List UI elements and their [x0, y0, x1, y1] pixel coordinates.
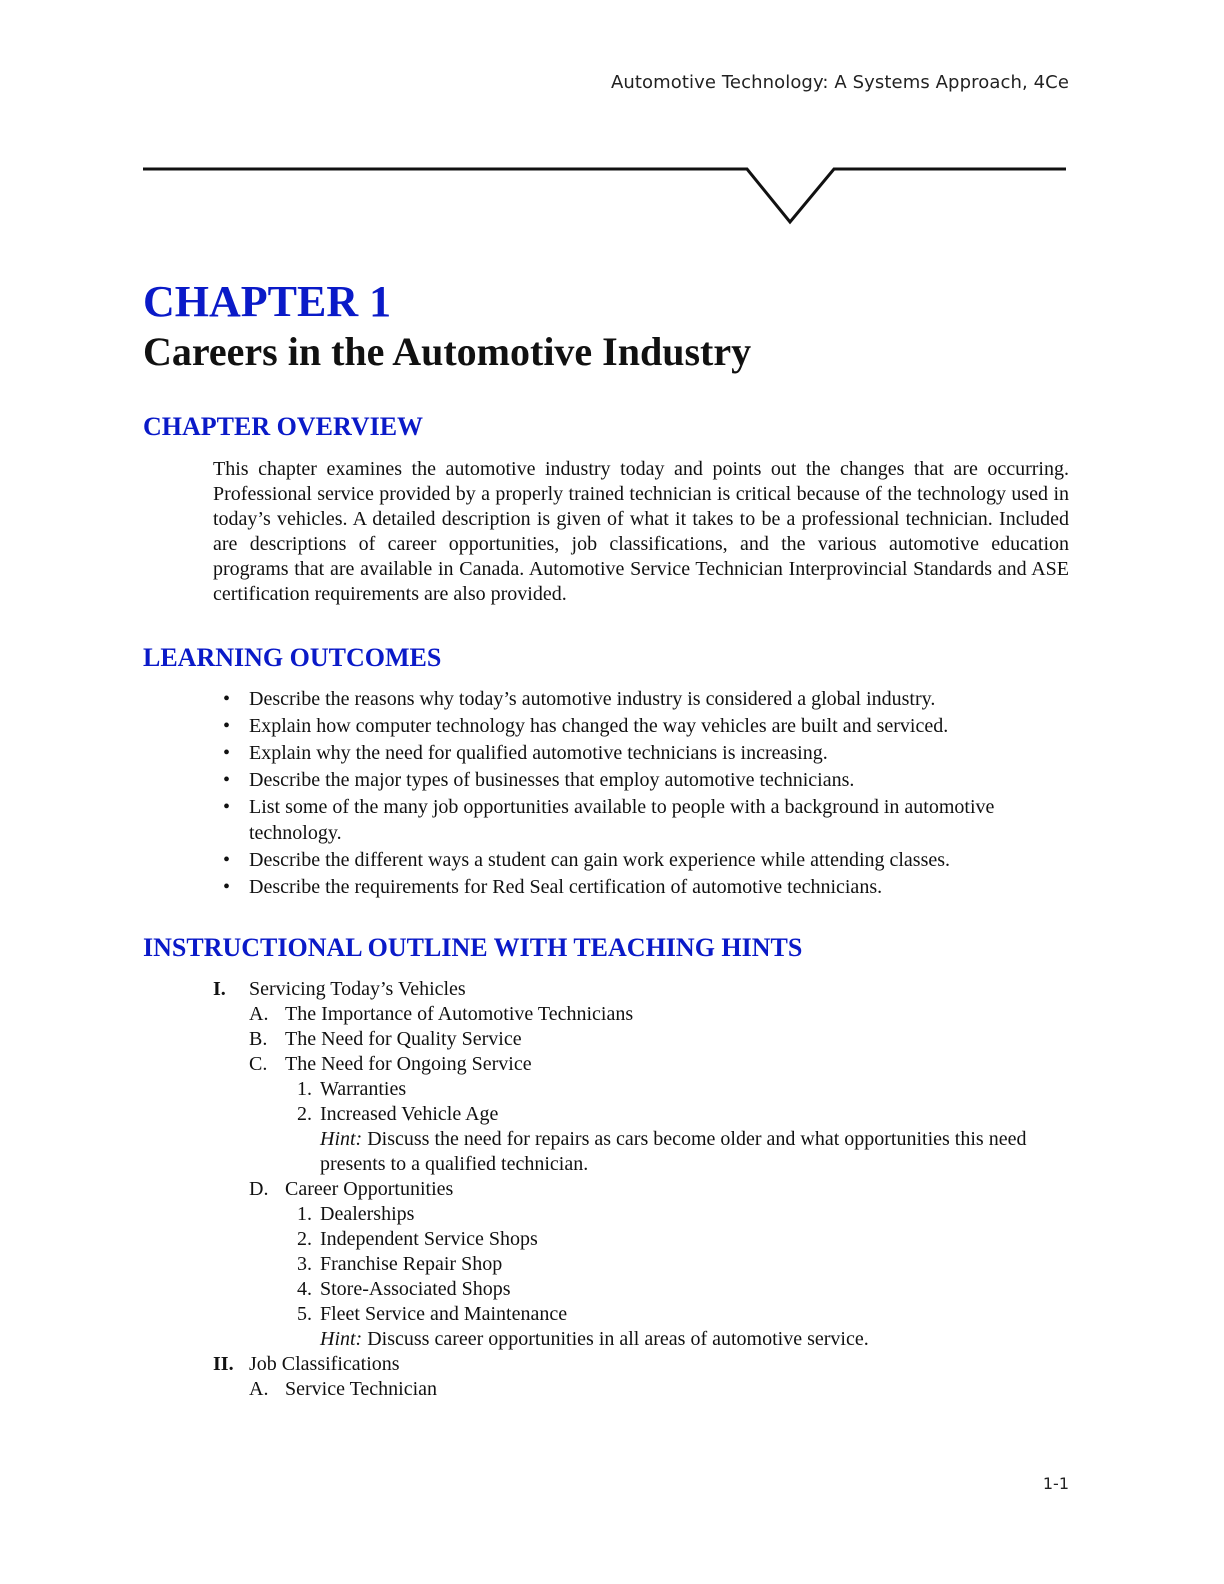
- outline-item-i-d: [213, 1177, 1073, 1202]
- outline-text: Dealerships: [320, 1203, 415, 1225]
- outline-item-i-a: [213, 1002, 1073, 1027]
- outline-marker: C.: [249, 1053, 268, 1075]
- outcome-text: Describe the major types of businesses that employ automotive technicians.: [249, 769, 855, 791]
- outline-item-i-c: [213, 1052, 1073, 1077]
- outline-text: The Need for Quality Service: [285, 1028, 522, 1050]
- outline-text: Independent Service Shops: [320, 1228, 538, 1250]
- outcome-text: Explain why the need for qualified automotive technicians is increasing.: [249, 742, 828, 764]
- outcome-text: Describe the requirements for Red Seal certification of automotive technicians.: [249, 875, 883, 898]
- hint-text: Discuss the need for repairs as cars become older and what opportunities this need presents to a qualified technician.: [320, 1128, 1027, 1175]
- outline-marker: II.: [213, 1353, 234, 1375]
- list-item: [213, 714, 1073, 740]
- instructional-outline-heading: INSTRUCTIONAL OUTLINE WITH TEACHING HINTS: [143, 933, 803, 962]
- bullet-icon: •: [223, 688, 231, 710]
- chapter-title: Careers in the Automotive Industry: [143, 329, 752, 374]
- bullet-icon: •: [223, 769, 231, 791]
- list-item: [213, 741, 1073, 767]
- learning-outcomes-heading: LEARNING OUTCOMES: [143, 643, 442, 672]
- outline-marker: A.: [249, 1378, 269, 1400]
- instructional-outline: [213, 977, 1073, 1402]
- learning-outcomes-list: [213, 687, 1073, 902]
- running-header: Automotive Technology: A Systems Approach, 4Ce: [610, 72, 1069, 93]
- chapter-overview-text: This chapter examines the automotive industry today and points out the changes that are occurring. Professional service provided by a properly trained technician is critical because of the technology used in today’s vehicles. A detailed description is given of what it takes to be a professional technician. Included are descriptions of career opportunities, job classifications, and the various automotive education programs that are available in Canada. Automotive Service Technician Interprovincial Standards and ASE certification requirements are also provided.: [213, 458, 1069, 605]
- outline-item-i-d-1: [213, 1202, 1073, 1227]
- list-item: [213, 687, 1073, 713]
- outline-text: Job Classifications: [249, 1353, 400, 1375]
- outline-text: Career Opportunities: [285, 1178, 454, 1200]
- outcome-text: Describe the different ways a student can gain work experience while attending classes.: [249, 848, 951, 871]
- outline-marker: 3.: [297, 1253, 312, 1275]
- hint-label: Hint:: [320, 1328, 363, 1350]
- hint-label: Hint:: [320, 1128, 363, 1150]
- outline-text: Servicing Today’s Vehicles: [249, 978, 466, 1000]
- outline-text: The Need for Ongoing Service: [285, 1053, 532, 1075]
- outcome-text: Describe the reasons why today’s automotive industry is considered a global industry.: [249, 688, 936, 710]
- outline-marker: 1.: [297, 1078, 312, 1100]
- list-item: [213, 795, 1073, 846]
- outline-item-i-b: [213, 1027, 1073, 1052]
- list-item: [213, 848, 1073, 874]
- outline-text: Franchise Repair Shop: [320, 1253, 503, 1275]
- outline-marker: D.: [249, 1178, 269, 1200]
- outline-text: Warranties: [320, 1078, 407, 1100]
- outline-item-i-d-3: [213, 1252, 1073, 1277]
- outline-item-ii: [213, 1352, 1073, 1377]
- chapter-overview-heading: CHAPTER OVERVIEW: [143, 412, 424, 441]
- outline-marker: A.: [249, 1003, 269, 1025]
- bullet-icon: •: [223, 796, 231, 818]
- outline-text: The Importance of Automotive Technicians: [285, 1003, 634, 1025]
- bullet-icon: •: [223, 848, 231, 871]
- bullet-icon: •: [223, 715, 231, 737]
- outline-item-i: [213, 977, 1073, 1002]
- outcome-text: Explain how computer technology has changed the way vehicles are built and serviced.: [249, 715, 949, 737]
- outline-text: Store-Associated Shops: [320, 1278, 511, 1300]
- outline-item-i-d-4: [213, 1277, 1073, 1302]
- bullet-icon: •: [223, 875, 231, 898]
- page-number: 1-1: [1042, 1474, 1069, 1493]
- outline-marker: B.: [249, 1028, 268, 1050]
- outline-item-i-c-1: [213, 1077, 1073, 1102]
- outline-marker: 2.: [297, 1103, 312, 1125]
- outline-item-i-c-2: [213, 1102, 1073, 1127]
- hint-text: Discuss career opportunities in all areas of automotive service.: [367, 1328, 869, 1350]
- list-item: [213, 875, 1073, 901]
- outline-item-ii-a: [213, 1377, 1073, 1402]
- outline-text: Increased Vehicle Age: [320, 1103, 499, 1125]
- header-divider-rule: [0, 150, 1224, 230]
- outcome-text: List some of the many job opportunities available to people with a background in automotive technology.: [249, 796, 995, 844]
- outline-marker: 4.: [297, 1278, 312, 1300]
- outline-marker: 5.: [297, 1303, 312, 1325]
- bullet-icon: •: [223, 742, 231, 764]
- outline-marker: I.: [213, 978, 226, 1000]
- outline-marker: 1.: [297, 1203, 312, 1225]
- outline-text: Service Technician: [285, 1378, 438, 1400]
- outline-item-i-d-5: [213, 1302, 1073, 1327]
- teaching-hint: [213, 1327, 1065, 1352]
- teaching-hint: [213, 1127, 1065, 1177]
- outline-item-i-d-2: [213, 1227, 1073, 1252]
- chapter-number: CHAPTER 1: [143, 277, 392, 326]
- outline-marker: 2.: [297, 1228, 312, 1250]
- list-item: [213, 768, 1073, 794]
- outline-text: Fleet Service and Maintenance: [320, 1303, 568, 1325]
